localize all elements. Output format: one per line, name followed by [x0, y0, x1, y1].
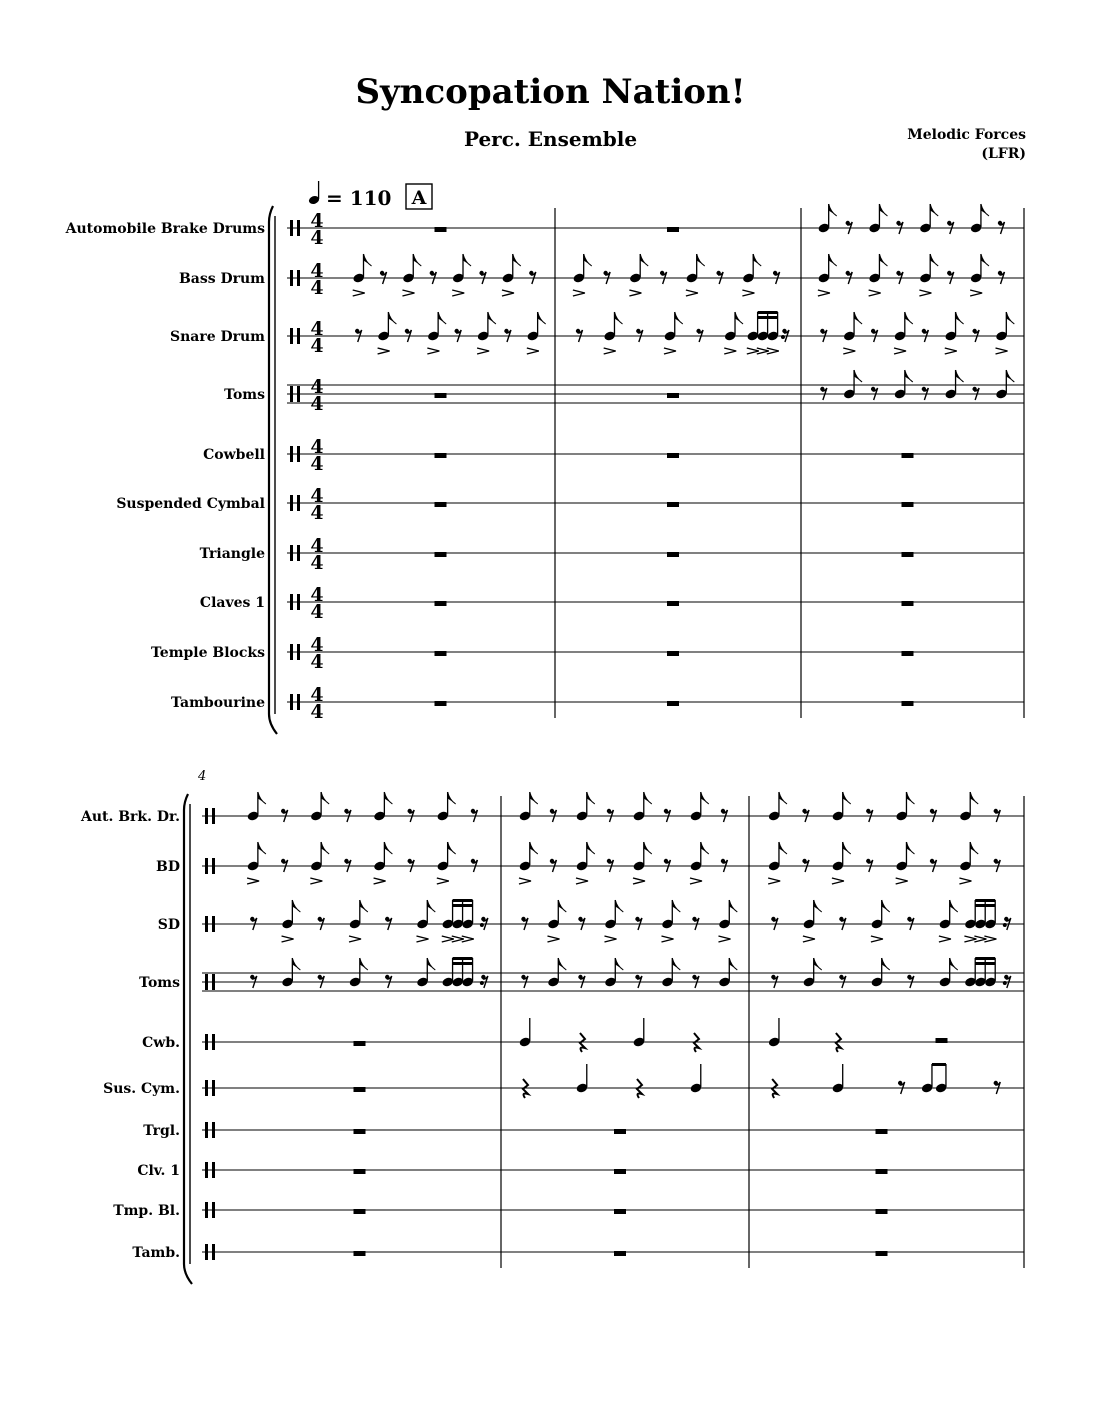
note-flag — [843, 792, 851, 804]
time-signature-bottom: 4 — [310, 651, 324, 673]
note-flag — [854, 370, 862, 382]
instrument-label: Aut. Brk. Dr. — [80, 809, 180, 825]
time-signature-bottom: 4 — [310, 552, 324, 574]
sixteenth-rest-dot — [1003, 981, 1007, 985]
note-flag — [970, 792, 978, 804]
instrument-label: Tmp. Bl. — [113, 1203, 180, 1219]
beam-secondary — [975, 962, 995, 965]
accent-mark — [686, 290, 698, 296]
percussion-clef-right — [297, 328, 300, 344]
accent-mark — [442, 936, 454, 942]
note-flag — [879, 254, 887, 266]
accent-mark — [939, 936, 951, 942]
accent-mark — [945, 348, 957, 354]
whole-rest — [435, 701, 447, 706]
instrument-label: Claves 1 — [199, 595, 265, 611]
instrument-label: Bass Drum — [178, 271, 265, 287]
time-signature-top: 4 — [310, 535, 324, 557]
note-flag — [950, 900, 958, 912]
note-flag — [587, 792, 595, 804]
percussion-clef-left — [205, 1080, 208, 1096]
note-flag — [779, 792, 787, 804]
percussion-clef-right — [297, 386, 300, 402]
whole-rest — [667, 453, 679, 458]
percussion-clef-right — [212, 858, 215, 874]
accent-mark — [970, 290, 982, 296]
percussion-clef-left — [205, 1034, 208, 1050]
accent-mark — [573, 290, 585, 296]
instrument-label: Toms — [139, 975, 180, 991]
whole-rest — [354, 1251, 366, 1256]
beam-primary — [453, 957, 473, 960]
accent-mark — [374, 878, 386, 884]
note-flag — [1006, 312, 1014, 324]
percussion-clef-right — [212, 808, 215, 824]
time-signature-top: 4 — [310, 684, 324, 706]
note-flag — [970, 842, 978, 854]
instrument-label: Suspended Cymbal — [116, 496, 265, 512]
whole-rest — [667, 651, 679, 656]
whole-rest — [902, 502, 914, 507]
accent-mark — [576, 878, 588, 884]
quarter-rest — [694, 1033, 699, 1052]
note-flag — [463, 254, 471, 266]
accent-mark — [349, 936, 361, 942]
note-flag — [1006, 370, 1014, 382]
beam-secondary — [758, 316, 778, 319]
accent-mark — [964, 936, 976, 942]
note-flag — [427, 900, 435, 912]
sixteenth-rest-dot — [480, 923, 484, 927]
quarter-rest — [772, 1079, 777, 1098]
half-rest — [936, 1038, 948, 1043]
note-flag — [906, 792, 914, 804]
note-flag — [981, 254, 989, 266]
percussion-clef-right — [212, 1034, 215, 1050]
note-flag — [879, 204, 887, 216]
whole-rest — [667, 601, 679, 606]
note-flag — [258, 792, 266, 804]
whole-rest — [435, 393, 447, 398]
accent-mark — [247, 878, 259, 884]
note-flag — [672, 900, 680, 912]
beam-secondary — [453, 904, 473, 907]
accent-mark — [604, 348, 616, 354]
percussion-clef-left — [205, 858, 208, 874]
whole-rest — [614, 1169, 626, 1174]
whole-rest — [435, 227, 447, 232]
note-flag — [360, 958, 368, 970]
note-flag — [384, 792, 392, 804]
time-signature-bottom: 4 — [310, 601, 324, 623]
time-signature-bottom: 4 — [310, 393, 324, 415]
percussion-clef-left — [290, 644, 293, 660]
note-flag — [930, 254, 938, 266]
percussion-clef-left — [290, 386, 293, 402]
instrument-label: Cowbell — [203, 447, 265, 463]
accent-mark — [996, 348, 1008, 354]
note-flag — [640, 254, 648, 266]
note-flag — [644, 842, 652, 854]
instrument-label: Snare Drum — [169, 329, 265, 345]
accent-mark — [502, 290, 514, 296]
beam-primary — [453, 899, 473, 902]
note-flag — [950, 958, 958, 970]
percussion-clef-left — [290, 694, 293, 710]
accent-mark — [629, 290, 641, 296]
accent-mark — [547, 936, 559, 942]
time-signature-top: 4 — [310, 584, 324, 606]
sixteenth-rest-dot — [480, 981, 484, 985]
note-flag — [829, 204, 837, 216]
note-flag — [413, 254, 421, 266]
note-flag — [488, 312, 496, 324]
quarter-rest — [580, 1033, 585, 1052]
accent-mark — [310, 878, 322, 884]
instrument-label: Automobile Brake Drums — [65, 221, 265, 237]
accent-mark — [527, 348, 539, 354]
note-flag — [814, 900, 822, 912]
percussion-clef-left — [205, 1162, 208, 1178]
whole-rest — [435, 651, 447, 656]
whole-rest — [667, 552, 679, 557]
whole-rest — [614, 1209, 626, 1214]
accent-mark — [896, 878, 908, 884]
note-flag — [384, 842, 392, 854]
note-flag — [558, 900, 566, 912]
whole-rest — [354, 1087, 366, 1092]
accent-mark — [768, 878, 780, 884]
percussion-clef-right — [212, 1202, 215, 1218]
time-signature-bottom: 4 — [310, 502, 324, 524]
accent-mark — [661, 936, 673, 942]
note-flag — [587, 842, 595, 854]
instrument-label: Temple Blocks — [150, 645, 265, 661]
percussion-clef-left — [290, 545, 293, 561]
note-flag — [558, 958, 566, 970]
time-signature-top: 4 — [310, 210, 324, 232]
note-flag — [584, 254, 592, 266]
whole-rest — [435, 552, 447, 557]
whole-rest — [354, 1041, 366, 1046]
note-flag — [644, 792, 652, 804]
whole-rest — [354, 1209, 366, 1214]
percussion-clef-right — [297, 594, 300, 610]
accent-mark — [818, 290, 830, 296]
system-bracket — [269, 206, 277, 734]
accent-mark — [353, 290, 365, 296]
instrument-label: BD — [156, 859, 180, 875]
time-signature-top: 4 — [310, 485, 324, 507]
time-signature-top: 4 — [310, 318, 324, 340]
note-flag — [292, 958, 300, 970]
note-flag — [448, 792, 456, 804]
accent-mark — [919, 290, 931, 296]
note-flag — [614, 312, 622, 324]
note-flag — [829, 254, 837, 266]
instrument-label: Trgl. — [143, 1123, 180, 1139]
composer-name: Melodic Forces — [907, 127, 1026, 143]
system-2 — [80, 792, 1024, 1284]
whole-rest — [667, 502, 679, 507]
whole-rest — [876, 1129, 888, 1134]
note-flag — [753, 254, 761, 266]
note-flag — [360, 900, 368, 912]
percussion-clef-left — [290, 495, 293, 511]
whole-rest — [902, 453, 914, 458]
accent-mark — [452, 290, 464, 296]
arranger-credit: (LFR) — [981, 146, 1026, 162]
percussion-clef-right — [297, 446, 300, 462]
accent-mark — [416, 936, 428, 942]
accent-mark — [604, 936, 616, 942]
beam-eighth — [932, 1063, 946, 1066]
note-flag — [615, 900, 623, 912]
percussion-clef-right — [297, 220, 300, 236]
whole-rest — [614, 1251, 626, 1256]
instrument-label: Sus. Cym. — [103, 1081, 180, 1097]
percussion-clef-right — [212, 974, 215, 990]
whole-rest — [902, 701, 914, 706]
percussion-clef-right — [297, 545, 300, 561]
percussion-clef-left — [205, 1122, 208, 1138]
percussion-clef-left — [205, 808, 208, 824]
system-bracket — [184, 794, 192, 1284]
note-flag — [981, 204, 989, 216]
note-flag — [538, 312, 546, 324]
note-flag — [729, 958, 737, 970]
percussion-clef-right — [212, 1162, 215, 1178]
whole-rest — [354, 1169, 366, 1174]
quarter-rest — [836, 1033, 841, 1052]
note-flag — [388, 312, 396, 324]
accent-mark — [477, 348, 489, 354]
time-signature-bottom: 4 — [310, 335, 324, 357]
whole-rest — [614, 1129, 626, 1134]
percussion-clef-left — [205, 1244, 208, 1260]
time-signature-top: 4 — [310, 634, 324, 656]
percussion-clef-left — [205, 1202, 208, 1218]
accent-mark — [282, 936, 294, 942]
note-flag — [364, 254, 372, 266]
note-flag — [530, 842, 538, 854]
beam-primary — [758, 311, 778, 314]
whole-rest — [667, 393, 679, 398]
note-flag — [956, 312, 964, 324]
system-1 — [65, 204, 1024, 734]
note-flag — [882, 958, 890, 970]
accent-mark — [742, 290, 754, 296]
instrument-label: Cwb. — [142, 1035, 180, 1051]
time-signature-bottom: 4 — [310, 453, 324, 475]
note-flag — [729, 900, 737, 912]
whole-rest — [876, 1209, 888, 1214]
instrument-label: Clv. 1 — [137, 1163, 180, 1179]
instrument-label: Toms — [224, 387, 265, 403]
accent-mark — [803, 936, 815, 942]
percussion-clef-left — [205, 916, 208, 932]
measure-number: 4 — [198, 769, 207, 784]
accent-mark — [959, 878, 971, 884]
percussion-clef-left — [205, 974, 208, 990]
note-flag — [930, 204, 938, 216]
note-flag — [530, 792, 538, 804]
percussion-clef-right — [297, 694, 300, 710]
accent-mark — [843, 348, 855, 354]
instrument-label: Triangle — [199, 546, 265, 562]
accent-mark — [718, 936, 730, 942]
note-flag — [448, 842, 456, 854]
instrument-label: Tamb. — [132, 1245, 180, 1261]
beam-primary — [975, 899, 995, 902]
note-flag — [675, 312, 683, 324]
sixteenth-rest-dot — [1003, 923, 1007, 927]
note-flag — [438, 312, 446, 324]
time-signature-bottom: 4 — [310, 227, 324, 249]
time-signature-bottom: 4 — [310, 277, 324, 299]
percussion-clef-right — [212, 1244, 215, 1260]
score-title: Syncopation Nation! — [355, 72, 746, 112]
percussion-clef-right — [297, 644, 300, 660]
note-flag — [701, 792, 709, 804]
note-flag — [513, 254, 521, 266]
accent-mark — [378, 348, 390, 354]
whole-rest — [902, 651, 914, 656]
time-signature-top: 4 — [310, 436, 324, 458]
note-flag — [905, 370, 913, 382]
whole-rest — [667, 701, 679, 706]
whole-rest — [902, 552, 914, 557]
score-subtitle: Perc. Ensemble — [463, 127, 638, 151]
accent-mark — [633, 878, 645, 884]
note-flag — [779, 842, 787, 854]
percussion-clef-left — [290, 446, 293, 462]
percussion-clef-right — [297, 495, 300, 511]
beam-primary — [975, 957, 995, 960]
whole-rest — [876, 1169, 888, 1174]
note-flag — [956, 370, 964, 382]
note-flag — [258, 842, 266, 854]
accent-mark — [402, 290, 414, 296]
beam-secondary — [453, 962, 473, 965]
note-flag — [905, 312, 913, 324]
sixteenth-rest-dot — [781, 335, 785, 339]
accent-mark — [519, 878, 531, 884]
rehearsal-mark — [406, 184, 432, 209]
accent-mark — [747, 348, 759, 354]
note-flag — [321, 792, 329, 804]
accent-mark — [832, 878, 844, 884]
percussion-clef-right — [212, 1122, 215, 1138]
accent-mark — [894, 348, 906, 354]
whole-rest — [435, 502, 447, 507]
note-flag — [843, 842, 851, 854]
note-flag — [672, 958, 680, 970]
accent-mark — [664, 348, 676, 354]
percussion-clef-left — [290, 270, 293, 286]
whole-rest — [435, 601, 447, 606]
accent-mark — [869, 290, 881, 296]
time-signature-bottom: 4 — [310, 701, 324, 723]
accent-mark — [871, 936, 883, 942]
rehearsal-mark-letter: A — [411, 187, 427, 209]
note-flag — [697, 254, 705, 266]
time-signature-top: 4 — [310, 260, 324, 282]
accent-mark — [690, 878, 702, 884]
percussion-clef-left — [290, 328, 293, 344]
note-flag — [814, 958, 822, 970]
instrument-label: Tambourine — [170, 695, 265, 711]
time-signature-top: 4 — [310, 376, 324, 398]
quarter-rest — [637, 1079, 642, 1098]
note-flag — [735, 312, 743, 324]
percussion-clef-left — [290, 594, 293, 610]
note-flag — [292, 900, 300, 912]
note-flag — [854, 312, 862, 324]
percussion-clef-left — [290, 220, 293, 236]
note-flag — [321, 842, 329, 854]
accent-mark — [724, 348, 736, 354]
note-flag — [882, 900, 890, 912]
whole-rest — [667, 227, 679, 232]
whole-rest — [354, 1129, 366, 1134]
accent-mark — [427, 348, 439, 354]
beam-secondary — [975, 904, 995, 907]
note-flag — [615, 958, 623, 970]
whole-rest — [435, 453, 447, 458]
instrument-label: SD — [157, 917, 180, 933]
accent-mark — [437, 878, 449, 884]
quarter-rest — [523, 1079, 528, 1098]
percussion-clef-right — [212, 916, 215, 932]
tempo-bpm: = 110 — [326, 186, 392, 210]
note-flag — [701, 842, 709, 854]
whole-rest — [902, 601, 914, 606]
whole-rest — [876, 1251, 888, 1256]
note-flag — [906, 842, 914, 854]
percussion-clef-right — [212, 1080, 215, 1096]
note-flag — [427, 958, 435, 970]
tempo-marking — [308, 181, 392, 210]
percussion-clef-right — [297, 270, 300, 286]
